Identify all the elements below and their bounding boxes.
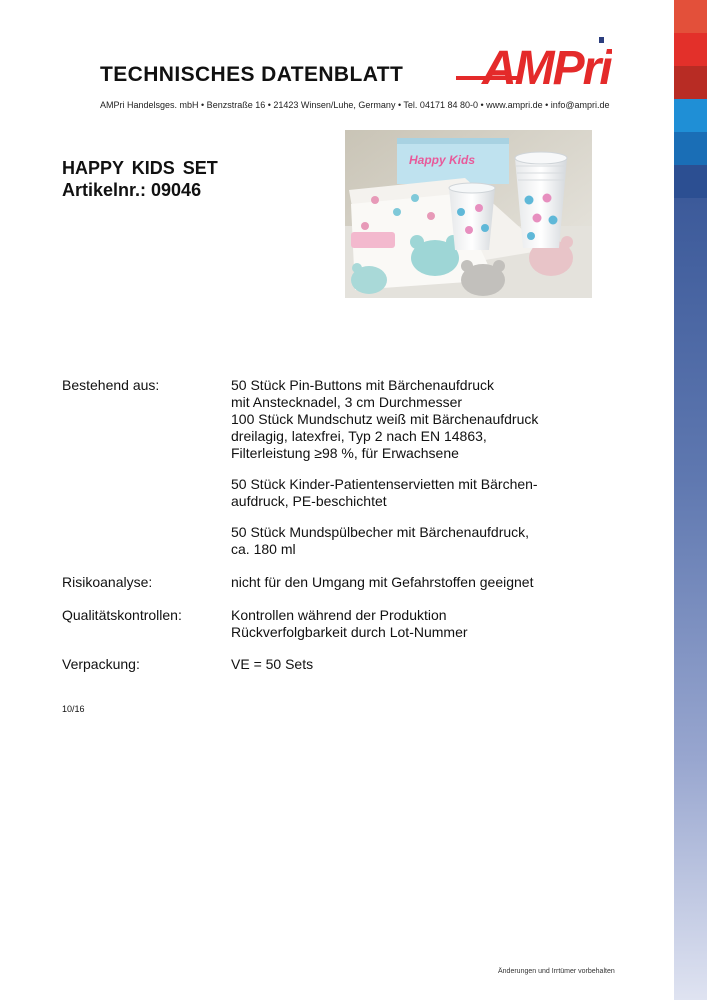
risk-label: Risikoanalyse: xyxy=(62,574,153,590)
stripe-block-blue-3 xyxy=(674,165,707,198)
risk-value: nicht für den Umgang mit Gefahrstoffen geeignet xyxy=(231,574,534,590)
composition-line-6: 50 Stück Kinder-Patientenservietten mit Bärchen- xyxy=(231,476,538,492)
composition-line-8: 50 Stück Mundspülbecher mit Bärchenaufdruck, xyxy=(231,524,530,540)
stripe-block-red-3 xyxy=(674,66,707,99)
composition-label: Bestehend aus: xyxy=(62,377,160,393)
stripe-gradient xyxy=(674,198,707,1000)
logo-text: AMPri xyxy=(482,42,611,90)
stripe-block-blue-1 xyxy=(674,99,707,132)
article-number: Artikelnr.: 09046 xyxy=(62,180,202,200)
composition-line-5: Filterleistung ≥98 %, für Erwachsene xyxy=(231,445,459,461)
quality-label: Qualitätskontrollen: xyxy=(62,607,182,623)
composition-line-7: aufdruck, PE-beschichtet xyxy=(231,493,387,509)
packaging-label: Verpackung: xyxy=(62,656,140,672)
disclaimer: Änderungen und Irrtümer vorbehalten xyxy=(498,968,615,975)
cup-single xyxy=(449,183,495,250)
bear-print-teal xyxy=(410,235,460,276)
document-title: TECHNISCHES DATENBLATT xyxy=(100,63,404,86)
product-photo xyxy=(345,130,592,298)
revision-date: 10/16 xyxy=(62,704,85,714)
quality-line-1: Kontrollen während der Produktion xyxy=(231,607,447,623)
product-name: HAPPY KIDS SET xyxy=(62,158,218,178)
ampri-logo xyxy=(452,34,612,90)
packaging-value: VE = 50 Sets xyxy=(231,656,314,672)
stripe-block-blue-2 xyxy=(674,132,707,165)
stripe-block-red-2 xyxy=(674,33,707,66)
bear-print-grey xyxy=(461,260,505,296)
composition-line-2: mit Anstecknadel, 3 cm Durchmesser xyxy=(231,394,463,410)
stripe-block-red-1 xyxy=(674,0,707,33)
composition-line-1: 50 Stück Pin-Buttons mit Bärchenaufdruck xyxy=(231,377,495,393)
company-address: AMPri Handelsges. mbH • Benzstraße 16 • 21423 Winsen/Luhe, Germany • Tel. 04171 84 80-0 • www.ampri.de • info@ampri.de xyxy=(100,100,610,110)
composition-line-9: ca. 180 ml xyxy=(231,541,296,557)
composition-line-4: dreilagig, latexfrei, Typ 2 nach EN 14863, xyxy=(231,428,487,444)
quality-line-2: Rückverfolgbarkeit durch Lot-Nummer xyxy=(231,624,468,640)
decorative-color-stripe xyxy=(674,0,707,1000)
cup-stack xyxy=(515,152,567,248)
box-label: Happy Kids xyxy=(409,153,476,167)
composition-line-3: 100 Stück Mundschutz weiß mit Bärchenaufdruck xyxy=(231,411,539,427)
